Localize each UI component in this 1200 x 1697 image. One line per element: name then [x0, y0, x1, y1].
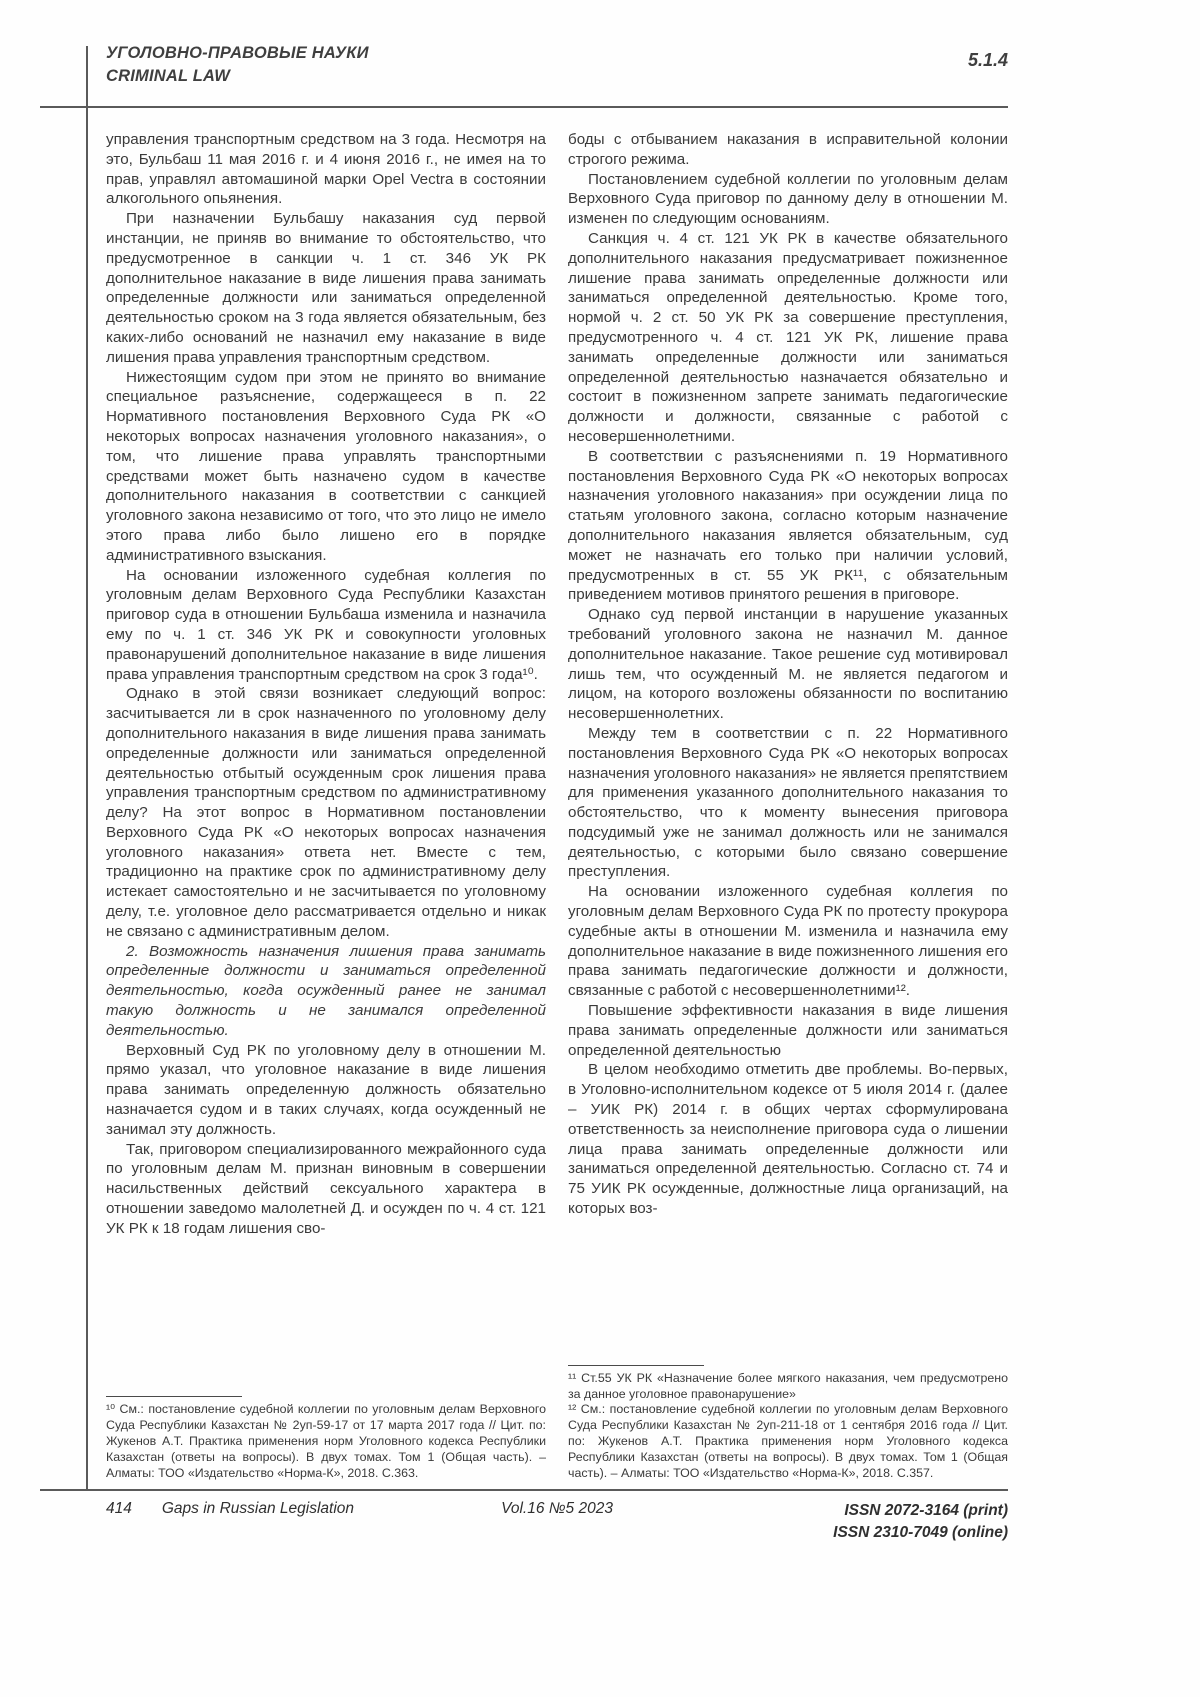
paragraph: На основании изложенного судебная коллегия по уголовным делам Верховного Суда РК по протесту прокурора судебные акты в отношении М. изменила и назначила ему дополнительное наказание в виде пожизненного лишения его права занимать педагогические должности и должности, связанные с работой с несовершеннолетними¹².: [568, 883, 1008, 1000]
issn-print: ISSN 2072-3164 (print): [844, 1502, 1009, 1519]
paragraph: Постановлением судебной коллегии по уголовным делам Верховного Суда приговор по данному делу в отношении М. изменен по следующим основаниям.: [568, 170, 1008, 228]
footer-left: [106, 1500, 501, 1518]
paragraph: В целом необходимо отметить две проблемы. Во-первых, в Уголовно-исполнительном кодексе от 5 июля 2014 г. (далее – УИК РК) 2014 г. в общих чертах сформулирована ответственность за неисполнение приговора суда о лишении лица права занимать определенные должности или заниматься определенной деятельностью. Согласно ст. 74 и 75 УИК РК осужденные, должностные лица организаций, на которых воз-: [568, 1061, 1008, 1218]
section-number: 5.1.4: [967, 50, 1008, 70]
subsection-heading: 2. Возможность назначения лишения права занимать определенные должности и заниматься определенной деятельностью, когда осужденный ранее не занимал такую должность и не занимался определенной деятельностью.: [106, 942, 546, 1039]
issn-block: [613, 1500, 1008, 1544]
header-rule: [40, 106, 1008, 108]
right-column: [568, 130, 1008, 1482]
journal-title: Gaps in Russian Legislation: [161, 1500, 355, 1517]
footnote: ¹¹ Ст.55 УК РК «Назначение более мягкого наказания, чем предусмотрено за данное уголовное правонарушение»: [568, 1370, 1008, 1401]
left-footnotes: [106, 1394, 546, 1482]
paragraph: На основании изложенного судебная коллегия по уголовным делам Верховного Суда Республики Казахстан приговор суда в отношении Бульбаша изменила и назначила ему по ч. 1 ст. 346 УК РК и совокупности уголовных правонарушений дополнительное наказание в виде лишения права управления транспортным средством на срок 3 года¹⁰.: [106, 566, 546, 683]
paragraph: управления транспортным средством на 3 года. Несмотря на это, Бульбаш 11 мая 2016 г. и 4 июня 2016 г., не имея на то прав, управлял автомашиной марки Opel Vectra в состоянии алкогольного опьянения.: [106, 131, 546, 208]
paragraph: Однако в этой связи возникает следующий вопрос: засчитывается ли в срок назначенного по уголовному делу дополнительного наказания в виде лишения права занимать определенные должности или заниматься определенной деятельностью отбытый осужденным срок лишения права управления транспортным средством по административному делу? На этот вопрос в Нормативном постановлении Верховного Суда РК «О некоторых вопросах назначения уголовного наказания» ответа нет. Вместе с тем, традиционно на практике срок по административному делу истекает самостоятельно и не засчитывается по уголовному делу, т.е. уголовное дело рассматривается отдельно и никак не связано с административным делом.: [106, 685, 546, 940]
page-number: 414: [106, 1500, 132, 1517]
footer-rule: [40, 1489, 1008, 1491]
paragraph: В соответствии с разъяснениями п. 19 Нормативного постановления Верховного Суда РК «О некоторых вопросах назначения уголовного наказания» при осуждении лица по статьям уголовного закона, согласно которым назначение дополнительного наказания является обязательным, суд может не назначать его только при наличии условий, предусмотренных в ст. 55 УК РК¹¹, с обязательным приведением мотивов принятого решения в приговоре.: [568, 447, 1008, 604]
footnote-separator: [568, 1365, 704, 1366]
paragraph: Между тем в соответствии с п. 22 Нормативного постановления Верховного Суда РК «О некоторых вопросах назначения уголовного наказания» не является препятствием для применения указанного дополнительного наказания то обстоятельство, что к моменту вынесения приговора подсудимый уже не занимал должность или не занимался деятельностью, с которыми было связано совершение преступления.: [568, 724, 1008, 881]
left-border-line: [86, 46, 88, 1490]
paragraph: Повышение эффективности наказания в виде лишения права занимать определенные должности или заниматься определенной деятельностью: [568, 1002, 1008, 1059]
paragraph: Однако суд первой инстанции в нарушение указанных требований уголовного закона не назначил М. данное дополнительное наказание. Такое решение суд мотивировал лишь тем, что осужденный М. не является педагогом и лицом, на которого возложены обязанности по воспитанию несовершеннолетних.: [568, 606, 1008, 723]
issue-info: Vol.16 №5 2023: [501, 1500, 613, 1517]
article-body: [106, 130, 1008, 1482]
left-column: [106, 130, 546, 1482]
paragraph: При назначении Бульбашу наказания суд первой инстанции, не приняв во внимание то обстоятельство, что предусмотренное в санкции ч. 1 ст. 346 УК РК дополнительное наказание в виде лишения права занимать определенные должности или заниматься определенной деятельностью сроком на 3 года является обязательным, без каких-либо оснований не назначил ему наказание в виде лишения права управления транспортным средством.: [106, 210, 546, 366]
page-footer: [106, 1500, 1008, 1544]
paragraph: боды с отбыванием наказания в исправительной колонии строгого режима.: [568, 131, 1008, 168]
section-title-en: CRIMINAL LAW: [106, 67, 230, 85]
right-footnotes: [568, 1363, 1008, 1482]
left-column-text: [106, 130, 546, 1239]
footnote-separator: [106, 1396, 242, 1397]
paragraph: Нижестоящим судом при этом не принято во внимание специальное разъяснение, содержащееся в п. 22 Нормативного постановления Верховного Суда РК «О некоторых вопросах назначения уголовного наказания», о том, что лишение права управлять транспортными средствами может быть назначено судом в качестве дополнительного наказания в соответствии с санкцией уголовного закона независимо от того, что это лицо не имело этого права либо было лишено его в порядке административного взыскания.: [106, 368, 546, 564]
footnote: ¹⁰ См.: постановление судебной коллегии по уголовным делам Верховного Суда Республики Казахстан № 2уп-59-17 от 17 марта 2017 года // Цит. по: Жукенов А.Т. Практика применения норм Уголовного кодекса Республики Казахстан (ответы на вопросы). В двух томах. Том 1 (Общая часть). – Алматы: ТОО «Издательство «Норма-К», 2018. С.363.: [106, 1402, 546, 1481]
right-column-text: [568, 130, 1008, 1219]
paragraph: Верховный Суд РК по уголовному делу в отношении М. прямо указал, что уголовное наказание в виде лишения права занимать определенную должность обязательно назначается судом и в таких случаях, когда осужденный не занимал эту должность.: [106, 1041, 546, 1138]
footnote: ¹² См.: постановление судебной коллегии по уголовным делам Верховного Суда Республики Казахстан № 2уп-211-18 от 1 сентября 2016 года // Цит. по: Жукенов А.Т. Практика применения норм Уголовного кодекса Республики Казахстан (ответы на вопросы). В двух томах. Том 1 (Общая часть). – Алматы: ТОО «Издательство «Норма-К», 2018. С.357.: [568, 1402, 1008, 1481]
section-titles: [106, 42, 369, 88]
paragraph: Так, приговором специализированного межрайонного суда по уголовным делам М. признан виновным в совершении насильственных действий сексуального характера в отношении заведомо малолетней Д. и осужден по ч. 4 ст. 121 УК РК к 18 годам лишения сво-: [106, 1140, 546, 1237]
paragraph: Санкция ч. 4 ст. 121 УК РК в качестве обязательного дополнительного наказания предусматривает пожизненное лишение права занимать определенные должности или заниматься определенной деятельностью. Кроме того, нормой ч. 2 ст. 50 УК РК за совершение преступления, предусмотренного ч. 4 ст. 121 УК РК, лишение права занимать определенные должности или заниматься определенной деятельностью назначается обязательно и состоит в пожизненном запрете занимать педагогические должности и должности, связанные с работой с несовершеннолетними.: [568, 229, 1008, 445]
page-header: [106, 42, 1008, 88]
issn-online: ISSN 2310-7049 (online): [833, 1524, 1009, 1541]
section-title-ru: УГОЛОВНО-ПРАВОВЫЕ НАУКИ: [106, 44, 369, 62]
